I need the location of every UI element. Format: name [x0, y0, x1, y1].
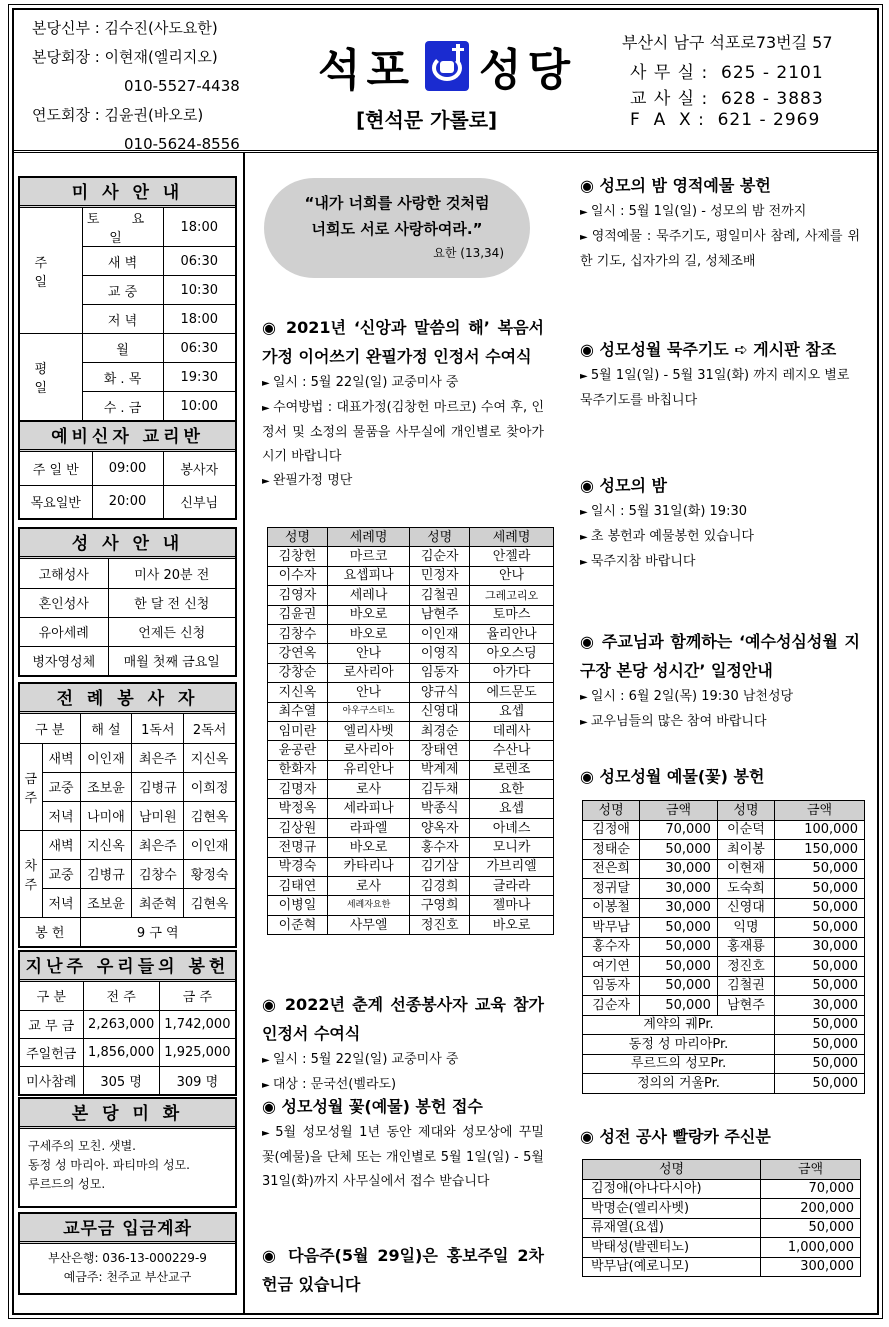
- table-cell: 강창순: [268, 663, 328, 682]
- table-cell: 세례명: [470, 528, 554, 547]
- table-cell: 50,000: [775, 1035, 865, 1055]
- bank-account: 부산은행: 036-13-000229-9: [48, 1251, 207, 1265]
- header-address: [622, 30, 833, 136]
- table-cell: 카타리나: [327, 857, 409, 876]
- table-cell: 안나: [327, 683, 409, 702]
- table-cell: 50,000: [640, 840, 718, 860]
- table-cell: 20:00: [92, 485, 163, 518]
- table-cell: 계약의 궤Pr.: [583, 1015, 775, 1035]
- table-cell: 최이봉: [717, 840, 774, 860]
- table-cell: 세례자요한: [327, 896, 409, 915]
- table-cell: 50,000: [775, 976, 865, 996]
- table-cell: 성명: [268, 528, 328, 547]
- table-cell: 안젤라: [470, 547, 554, 566]
- table-cell: 세례명: [327, 528, 409, 547]
- weekday-label: 평일: [20, 334, 82, 421]
- table-cell: 바오로: [327, 838, 409, 857]
- notice-rosary: ◉ 성모성월 묵주기도 ➪ 게시판 참조 ► 5월 1일(일) - 5월 31일(화) 까지 레지오 별로 묵주기도를 바칩니다: [580, 335, 860, 413]
- table-cell: 김윤권: [268, 605, 328, 624]
- table-cell: 남현주: [410, 605, 470, 624]
- table-cell: 조보윤: [80, 888, 132, 917]
- beautification-list: 구세주의 모친. 샛별. 동정 성 마리아. 파티마의 성모. 루르드의 성모.: [28, 1139, 190, 1191]
- table-cell: 30,000: [775, 937, 865, 957]
- table-cell: 1,925,000: [159, 1038, 235, 1066]
- notice-gospel-transcription: ◉ 2021년 ‘신앙과 말씀의 해’ 복음서 가정 이어쓰기 완필가정 인정서 수여식 ► 일시 : 5월 22일(일) 교중미사 중 ► 수여방법 : 대표가정(김창헌 마르코) 수여 후, 인정서 및 소정의 물품을 사무실에 개인별로 찾아가시기 바랍니다 ► 완필가정 명단: [262, 313, 544, 494]
- table-cell: 이병일: [268, 896, 328, 915]
- table-cell: 남현주: [717, 996, 774, 1016]
- table-cell: 박명순(엘리사벳): [583, 1199, 761, 1219]
- table-cell: 사무엘: [327, 915, 409, 934]
- table-cell: 30,000: [640, 898, 718, 918]
- table-cell: 김병규: [132, 772, 184, 801]
- account-title: 교무금 입금계좌: [20, 1214, 235, 1244]
- notice-title: ◉ 2021년 ‘신앙과 말씀의 해’ 복음서 가정 이어쓰기 완필가정 인정서 수여식: [262, 318, 544, 366]
- table-cell: 50,000: [775, 1074, 865, 1094]
- table-cell: 루르드의 성모Pr.: [583, 1054, 775, 1074]
- mass-schedule-title: 미 사 안 내: [20, 178, 235, 208]
- flower-offering-table: [582, 800, 865, 1094]
- beautification-box: [18, 1097, 237, 1208]
- table-cell: 언제든 신청: [108, 617, 235, 646]
- table-cell: 안나: [470, 566, 554, 585]
- sacraments-title: 성 사 안 내: [20, 529, 235, 559]
- table-cell: 이인재: [80, 743, 132, 772]
- table-cell: 지신옥: [184, 743, 235, 772]
- table-cell: 장태연: [410, 741, 470, 760]
- scripture-reference: 요한 (13,34): [433, 246, 504, 260]
- title-right: 성당: [479, 45, 577, 96]
- table-cell: 홍재룡: [717, 937, 774, 957]
- offerings-box: [18, 950, 237, 1096]
- table-cell: 양규식: [410, 683, 470, 702]
- table-cell: 김순자: [410, 547, 470, 566]
- table-cell: 젤마나: [470, 896, 554, 915]
- table-cell: 정태순: [583, 840, 640, 860]
- table-cell: 혼인성사: [20, 588, 108, 617]
- table-cell: 70,000: [761, 1179, 861, 1199]
- table-cell: 150,000: [775, 840, 865, 860]
- table-cell: 50,000: [775, 879, 865, 899]
- table-cell: 09:00: [92, 452, 163, 485]
- notice-marian-night: ◉ 성모의 밤 ► 일시 : 5월 31일(화) 19:30 ► 초 봉헌과 예물봉헌 있습니다 ► 묵주지참 바랍니다: [580, 471, 860, 575]
- table-cell: 신영대: [410, 702, 470, 721]
- table-cell: 아가다: [470, 663, 554, 682]
- table-cell: 구 분: [20, 714, 80, 743]
- table-cell: 유아세례: [20, 617, 108, 646]
- table-cell: 임미란: [268, 721, 328, 740]
- table-cell: 10:00: [163, 392, 235, 421]
- offerings-table: [20, 982, 235, 1094]
- table-cell: 바오로: [327, 605, 409, 624]
- table-cell: 성명: [583, 801, 640, 821]
- table-cell: 전 주: [83, 982, 159, 1010]
- table-cell: 김기삼: [410, 857, 470, 876]
- table-cell: 월: [82, 334, 163, 363]
- table-cell: 에드문도: [470, 683, 554, 702]
- sacraments-box: [18, 527, 237, 677]
- table-cell: 미사 20분 전: [108, 559, 235, 588]
- table-cell: 김상원: [268, 818, 328, 837]
- notice-construction-donors: [580, 1122, 860, 1151]
- notice-title: ◉ 성모성월 예물(꽃) 봉헌: [580, 767, 765, 786]
- federation-head: 연도회장 : 김윤권(바오로): [32, 106, 204, 124]
- office-phone: 사 무 실 : 625 - 2101: [630, 63, 824, 83]
- table-cell: 정귀달: [583, 879, 640, 899]
- table-cell: 한 달 전 신청: [108, 588, 235, 617]
- notice-title: ◉ 성모의 밤 영적예물 봉헌: [580, 176, 771, 195]
- table-cell: 저 녁: [82, 305, 163, 334]
- table-cell: 50,000: [775, 918, 865, 938]
- table-cell: 금액: [640, 801, 718, 821]
- table-cell: 김명자: [268, 780, 328, 799]
- table-cell: 최은주: [132, 830, 184, 859]
- table-cell: 김순자: [583, 996, 640, 1016]
- table-cell: 봉사자: [163, 452, 235, 485]
- table-cell: 양옥자: [410, 818, 470, 837]
- next-week-label: 차주: [20, 830, 42, 917]
- table-cell: 50,000: [775, 898, 865, 918]
- table-cell: 30,000: [640, 859, 718, 879]
- notice-title: ◉ 성모성월 꽃(예물) 봉헌 접수: [262, 1097, 483, 1116]
- pastor: 본당신부 : 김수진(사도요한): [32, 19, 218, 37]
- table-cell: 이수자: [268, 566, 328, 585]
- table-cell: 유리안나: [327, 760, 409, 779]
- table-cell: 데레사: [470, 721, 554, 740]
- table-cell: 06:30: [163, 334, 235, 363]
- table-cell: 김철권: [410, 586, 470, 605]
- table-cell: 금액: [761, 1160, 861, 1180]
- table-cell: 1,000,000: [761, 1238, 861, 1258]
- table-cell: 305 명: [83, 1066, 159, 1094]
- table-cell: 박태성(발렌티노): [583, 1238, 761, 1258]
- table-cell: 18:00: [163, 305, 235, 334]
- table-cell: 300,000: [761, 1257, 861, 1277]
- table-cell: 100,000: [775, 820, 865, 840]
- table-cell: 새 벽: [82, 247, 163, 276]
- table-cell: 세레나: [327, 586, 409, 605]
- table-cell: 50,000: [775, 859, 865, 879]
- table-cell: 한화자: [268, 760, 328, 779]
- table-cell: 로사리아: [327, 741, 409, 760]
- sunday-label: 주일: [20, 208, 82, 334]
- table-cell: 글라라: [470, 877, 554, 896]
- table-cell: 1,742,000: [159, 1010, 235, 1038]
- table-cell: 주 일 반: [20, 452, 92, 485]
- table-cell: 70,000: [640, 820, 718, 840]
- table-cell: 박계제: [410, 760, 470, 779]
- table-cell: 2,263,000: [83, 1010, 159, 1038]
- table-cell: 아우구스티노: [327, 702, 409, 721]
- table-cell: 요한: [470, 780, 554, 799]
- table-cell: 토마스: [470, 605, 554, 624]
- church-logo-icon: [425, 41, 469, 91]
- table-cell: 50,000: [761, 1218, 861, 1238]
- liturgy-ministers-box: [18, 682, 237, 948]
- table-cell: 이준혁: [268, 915, 328, 934]
- scripture-quote: “내가 너희를 사랑한 것처럼 너희도 서로 사랑하여라.” 요한 (13,34): [264, 178, 530, 278]
- table-cell: 요셉: [470, 799, 554, 818]
- table-cell: 50,000: [640, 957, 718, 977]
- table-cell: 구영희: [410, 896, 470, 915]
- table-cell: 안나: [327, 644, 409, 663]
- table-cell: 이봉철: [583, 898, 640, 918]
- table-cell: 금액: [775, 801, 865, 821]
- catechumen-table: [20, 452, 235, 518]
- table-cell: 지신옥: [268, 683, 328, 702]
- table-cell: 김창헌: [268, 547, 328, 566]
- notice-flower-offering-reception: ◉ 성모성월 꽃(예물) 봉헌 접수 ► 5월 성모성월 1년 동안 제대와 성모상에 꾸밀 꽃(예물)을 단체 또는 개인별로 5월 1일(일) - 5월 31일(화)까지 사무실에서 접수 받습니다: [262, 1092, 544, 1194]
- table-cell: 성명: [583, 1160, 761, 1180]
- table-cell: 목요일반: [20, 485, 92, 518]
- table-cell: 교 무 금: [20, 1010, 83, 1038]
- table-cell: 마르코: [327, 547, 409, 566]
- table-cell: 저녁: [42, 888, 80, 917]
- table-cell: 이인재: [184, 830, 235, 859]
- table-cell: 최경순: [410, 721, 470, 740]
- table-cell: 이영직: [410, 644, 470, 663]
- notice-title: ◉ 2022년 춘계 선종봉사자 교육 참가 인정서 수여식: [262, 995, 544, 1043]
- table-cell: 수산나: [470, 741, 554, 760]
- table-cell: 30,000: [775, 996, 865, 1016]
- table-cell: 2독서: [184, 714, 235, 743]
- table-cell: 50,000: [775, 1015, 865, 1035]
- table-cell: 윤공란: [268, 741, 328, 760]
- table-cell: 아녜스: [470, 818, 554, 837]
- mass-schedule-table: [20, 208, 235, 421]
- notice-title: ◉ 다음주(5월 29일)은 홍보주일 2차 헌금 있습니다: [262, 1246, 544, 1294]
- table-cell: 박종식: [410, 799, 470, 818]
- table-cell: 익명: [717, 918, 774, 938]
- table-cell: 최수열: [268, 702, 328, 721]
- table-cell: 요셉피나: [327, 566, 409, 585]
- table-cell: 200,000: [761, 1199, 861, 1219]
- table-cell: 율리안나: [470, 624, 554, 643]
- table-cell: 새벽: [42, 743, 80, 772]
- table-cell: 김창수: [132, 859, 184, 888]
- table-cell: 바오로: [327, 624, 409, 643]
- table-cell: 이순덕: [717, 820, 774, 840]
- table-cell: 로사: [327, 877, 409, 896]
- table-cell: 새벽: [42, 830, 80, 859]
- table-cell: 50,000: [640, 937, 718, 957]
- table-cell: 아오스딩: [470, 644, 554, 663]
- table-cell: 류재열(요셉): [583, 1218, 761, 1238]
- sacraments-table: [20, 559, 235, 675]
- table-cell: 동정 성 마리아Pr.: [583, 1035, 775, 1055]
- table-cell: 요셉: [470, 702, 554, 721]
- table-cell: 구 분: [20, 982, 83, 1010]
- table-cell: 저녁: [42, 801, 80, 830]
- church-patron: [현석문 가롤로]: [356, 108, 498, 132]
- title-left: 석포: [318, 45, 416, 96]
- notice-title: ◉ 성모의 밤: [580, 476, 667, 495]
- completed-families-table: [267, 527, 554, 935]
- table-cell: 교중: [42, 859, 80, 888]
- table-cell: 이인재: [410, 624, 470, 643]
- table-cell: 정의의 거울Pr.: [583, 1074, 775, 1094]
- account-holder: 예금주: 천주교 부산교구: [63, 1270, 192, 1284]
- table-cell: 1독서: [132, 714, 184, 743]
- table-cell: 교 중: [82, 276, 163, 305]
- table-cell: 엘리사벳: [327, 721, 409, 740]
- notice-title: ◉ 성전 공사 빨랑카 주신분: [580, 1127, 771, 1146]
- table-cell: 홍수자: [410, 838, 470, 857]
- table-cell: 로렌조: [470, 760, 554, 779]
- beautification-title: 본 당 미 화: [20, 1099, 235, 1129]
- table-cell: 50,000: [640, 976, 718, 996]
- table-cell: 로사: [327, 780, 409, 799]
- table-cell: 1,856,000: [83, 1038, 159, 1066]
- table-cell: 수 . 금: [82, 392, 163, 421]
- table-cell: 김창수: [268, 624, 328, 643]
- catechumen-title: 예비신자 교리반: [20, 422, 235, 452]
- table-cell: 김현옥: [184, 801, 235, 830]
- table-cell: 50,000: [775, 1054, 865, 1074]
- table-cell: 임동자: [410, 663, 470, 682]
- table-cell: 박정옥: [268, 799, 328, 818]
- table-cell: 지신옥: [80, 830, 132, 859]
- table-cell: 50,000: [775, 957, 865, 977]
- table-cell: 이희정: [184, 772, 235, 801]
- header-contacts: [32, 14, 240, 159]
- table-cell: 황정숙: [184, 859, 235, 888]
- table-cell: 조보윤: [80, 772, 132, 801]
- offerings-title: 지난주 우리들의 봉헌: [20, 952, 235, 982]
- table-cell: 김경희: [410, 877, 470, 896]
- table-cell: 김영자: [268, 586, 328, 605]
- header-divider: [12, 150, 879, 153]
- table-cell: 50,000: [640, 918, 718, 938]
- table-cell: 병자영성체: [20, 646, 108, 675]
- table-cell: 바오로: [470, 915, 554, 934]
- account-box: [18, 1212, 237, 1295]
- notice-communications-sunday: [262, 1241, 544, 1299]
- table-cell: 임동자: [583, 976, 640, 996]
- liturgy-table: [20, 714, 235, 946]
- table-cell: 미사참례: [20, 1066, 83, 1094]
- table-cell: 나미애: [80, 801, 132, 830]
- table-cell: 여기연: [583, 957, 640, 977]
- table-cell: 김정애: [583, 820, 640, 840]
- table-cell: 이현재: [717, 859, 774, 879]
- table-cell: 김태연: [268, 877, 328, 896]
- table-cell: 김정애(아나다시아): [583, 1179, 761, 1199]
- notice-flower-offering: [580, 762, 860, 791]
- notice-title: ◉ 주교님과 함께하는 ‘예수성심성월 지구장 본당 성시간’ 일정안내: [580, 632, 860, 680]
- table-cell: 교중: [42, 772, 80, 801]
- table-cell: 화 . 목: [82, 363, 163, 392]
- council-phone: 010-5527-4438: [124, 77, 240, 95]
- table-cell: 세라피나: [327, 799, 409, 818]
- mass-schedule-box: [18, 176, 237, 423]
- table-cell: 박무남(예로니모): [583, 1257, 761, 1277]
- table-cell: 로사리아: [327, 663, 409, 682]
- this-week-label: 금주: [20, 743, 42, 830]
- table-cell: 남미원: [132, 801, 184, 830]
- table-cell: 주일헌금: [20, 1038, 83, 1066]
- table-cell: 해 설: [80, 714, 132, 743]
- address: 부산시 남구 석포로73번길 57: [622, 33, 833, 52]
- table-cell: 모니카: [470, 838, 554, 857]
- table-cell: 06:30: [163, 247, 235, 276]
- table-cell: 김두채: [410, 780, 470, 799]
- table-cell: 50,000: [640, 996, 718, 1016]
- table-cell: 김병규: [80, 859, 132, 888]
- council-head: 본당회장 : 이현재(엘리지오): [32, 48, 218, 66]
- table-cell: 정진호: [717, 957, 774, 977]
- table-cell: 민정자: [410, 566, 470, 585]
- table-cell: 18:00: [163, 208, 235, 247]
- table-cell: 매월 첫째 금요일: [108, 646, 235, 675]
- table-cell: 김현옥: [184, 888, 235, 917]
- table-cell: 신부님: [163, 485, 235, 518]
- table-cell: 성명: [410, 528, 470, 547]
- table-cell: 토 요 일: [82, 208, 163, 247]
- column-divider: [243, 152, 245, 1315]
- table-cell: 성명: [717, 801, 774, 821]
- teacher-phone: 교 사 실 : 628 - 3883: [630, 89, 824, 109]
- table-cell: 도숙희: [717, 879, 774, 899]
- account-info: [20, 1244, 235, 1293]
- notice-funeral-volunteer: ◉ 2022년 춘계 선종봉사자 교육 참가 인정서 수여식 ► 일시 : 5월 22일(일) 교중미사 중 ► 대상 : 문국선(벨라도): [262, 990, 544, 1098]
- table-cell: 9 구 역: [80, 917, 235, 946]
- table-cell: 박무남: [583, 918, 640, 938]
- catechumen-box: [18, 420, 237, 520]
- table-cell: 라파엘: [327, 818, 409, 837]
- table-cell: 전은희: [583, 859, 640, 879]
- table-cell: 19:30: [163, 363, 235, 392]
- federation-phone: 010-5624-8556: [124, 135, 240, 153]
- church-title: [318, 34, 576, 98]
- table-cell: 봉 헌: [20, 917, 80, 946]
- table-cell: 홍수자: [583, 937, 640, 957]
- notice-holy-hour: ◉ 주교님과 함께하는 ‘예수성심성월 지구장 본당 성시간’ 일정안내 ► 일시 : 6월 2일(목) 19:30 남천성당 ► 교우님들의 많은 참여 바랍니다: [580, 627, 860, 735]
- fax-number: F A X : 621 - 2969: [630, 110, 821, 130]
- table-cell: 금 주: [159, 982, 235, 1010]
- table-cell: 309 명: [159, 1066, 235, 1094]
- table-cell: 신영대: [717, 898, 774, 918]
- notice-spiritual-offering: ◉ 성모의 밤 영적예물 봉헌 ► 일시 : 5월 1일(일) - 성모의 밤 전까지 ► 영적예물 : 묵주기도, 평일미사 참례, 사제를 위한 기도, 십자가의 길, 성체조배: [580, 171, 860, 274]
- liturgy-title: 전 례 봉 사 자: [20, 684, 235, 714]
- construction-donors-table: [582, 1159, 861, 1277]
- table-cell: 최준혁: [132, 888, 184, 917]
- table-cell: 고해성사: [20, 559, 108, 588]
- notice-title: ◉ 성모성월 묵주기도 ➪ 게시판 참조: [580, 340, 837, 359]
- table-cell: 전명규: [268, 838, 328, 857]
- table-cell: 김철권: [717, 976, 774, 996]
- table-cell: 최은주: [132, 743, 184, 772]
- table-cell: 박경숙: [268, 857, 328, 876]
- table-cell: 정진호: [410, 915, 470, 934]
- table-cell: 가브리엘: [470, 857, 554, 876]
- table-cell: 강연옥: [268, 644, 328, 663]
- table-cell: 그레고리오: [470, 586, 554, 605]
- table-cell: 10:30: [163, 276, 235, 305]
- table-cell: 30,000: [640, 879, 718, 899]
